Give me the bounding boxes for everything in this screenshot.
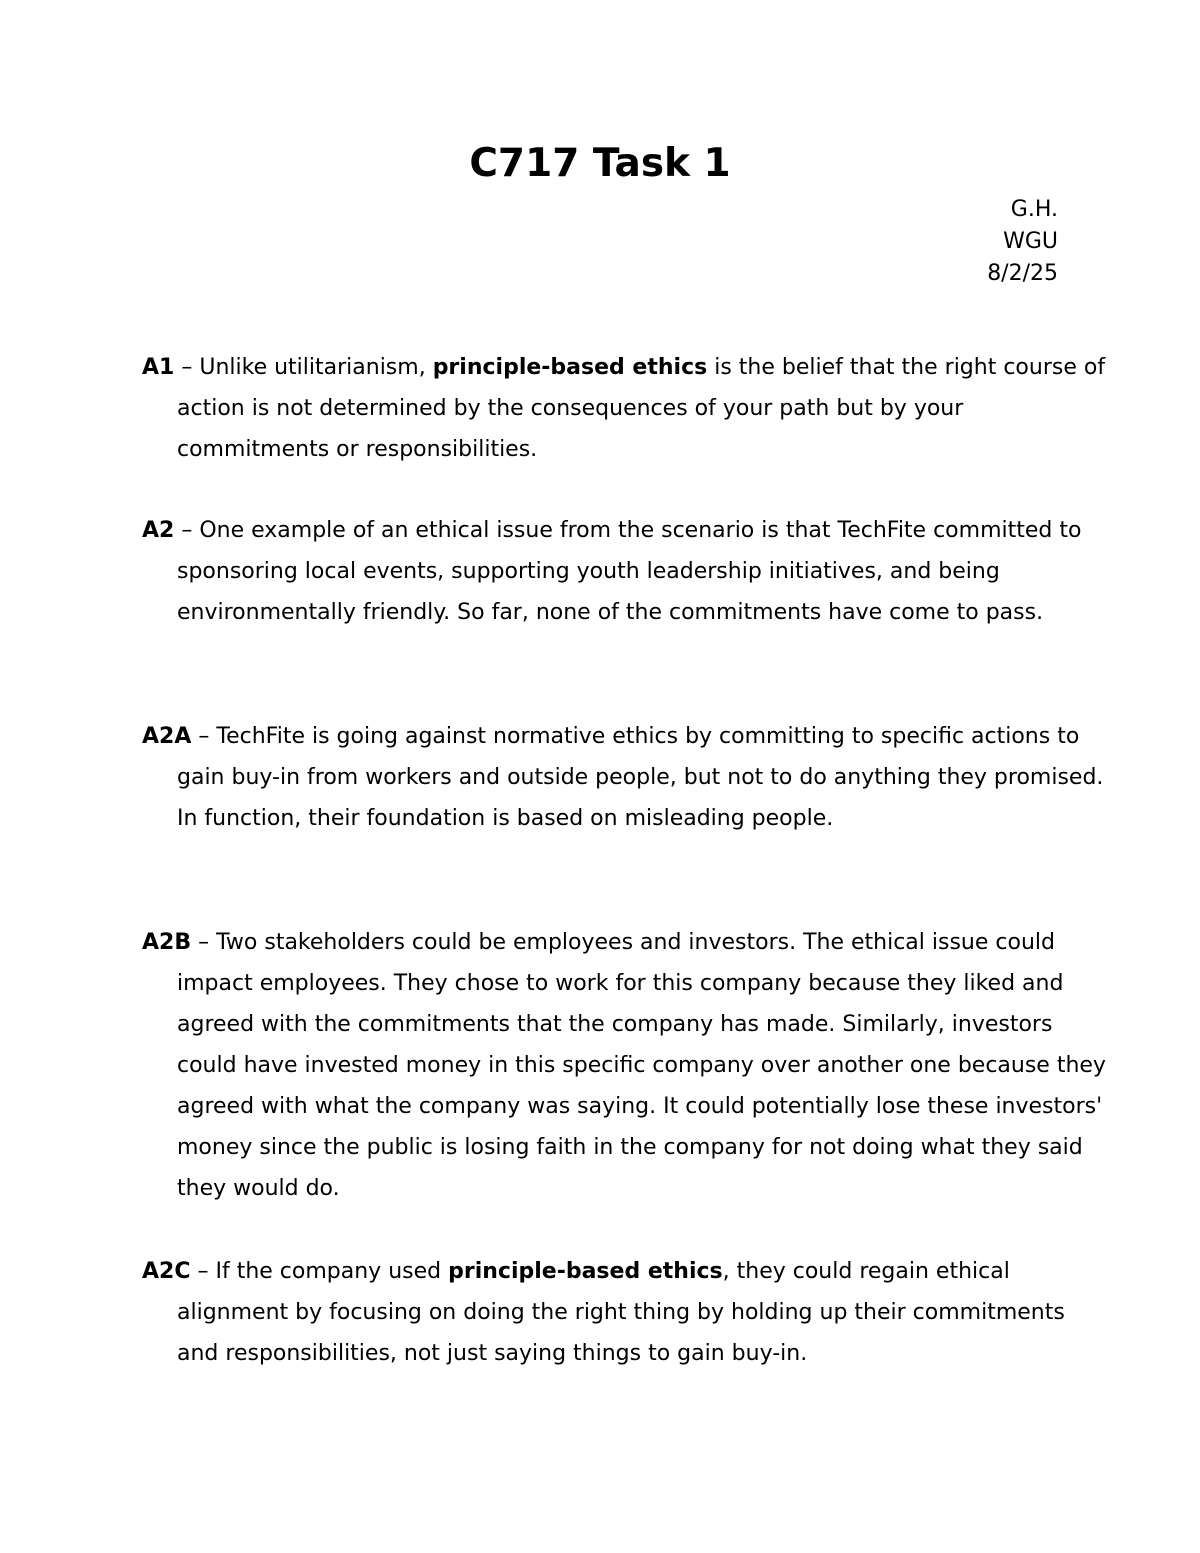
section-a2b <box>142 922 1107 1209</box>
section-text: TechFite is going against normative ethics by committing to specific actions to gain buy-in from workers and outside people, but not to do anything they promised. In function, their foundation is based on misleading people. <box>177 724 1104 831</box>
section-dash: – <box>190 1259 216 1284</box>
section-text: Unlike utilitarianism, <box>199 355 433 380</box>
section-label: A1 <box>142 355 175 380</box>
section-text: is the belief that the right course of action is not determined by the consequences of your path but by your commitments or responsibilities. <box>177 355 1106 462</box>
section-label: A2 <box>142 518 175 543</box>
section-dash: – <box>191 930 217 955</box>
section-a1 <box>142 347 1107 470</box>
section-a2a <box>142 716 1107 839</box>
section-text: Two stakeholders could be employees and investors. The ethical issue could impact employees. They chose to work for this company because they liked and agreed with the commitments that the company has made. Similarly, investors could have invested money in this specific company over another one because they agreed with what the company was saying. It could potentially lose these investors' money since the public is losing faith in the company for not doing what they said they would do. <box>177 930 1106 1201</box>
section-a2c <box>142 1251 1107 1374</box>
section-text: One example of an ethical issue from the scenario is that TechFite committed to sponsoring local events, supporting youth leadership initiatives, and being environmentally friendly. So far, none of the commitments have come to pass. <box>177 518 1082 625</box>
section-text: If the company used <box>215 1259 449 1284</box>
institution-name: WGU <box>1003 229 1058 254</box>
author-block <box>987 194 1058 290</box>
section-dash: – <box>174 355 200 380</box>
document-title: C717 Task 1 <box>469 141 731 186</box>
section-dash: – <box>191 724 217 749</box>
section-dash: – <box>174 518 200 543</box>
section-label: A2C <box>142 1259 191 1284</box>
section-a2 <box>142 510 1107 633</box>
key-term: principle-based ethics <box>432 355 708 380</box>
document-date: 8/2/25 <box>987 261 1058 286</box>
section-label: A2A <box>142 724 192 749</box>
section-text: , they could regain ethical alignment by focusing on doing the right thing by holding up their commitments and responsibilities, not just saying things to gain buy-in. <box>177 1259 1065 1366</box>
section-label: A2B <box>142 930 192 955</box>
author-name: G.H. <box>1010 197 1058 222</box>
key-term: principle-based ethics <box>448 1259 723 1284</box>
